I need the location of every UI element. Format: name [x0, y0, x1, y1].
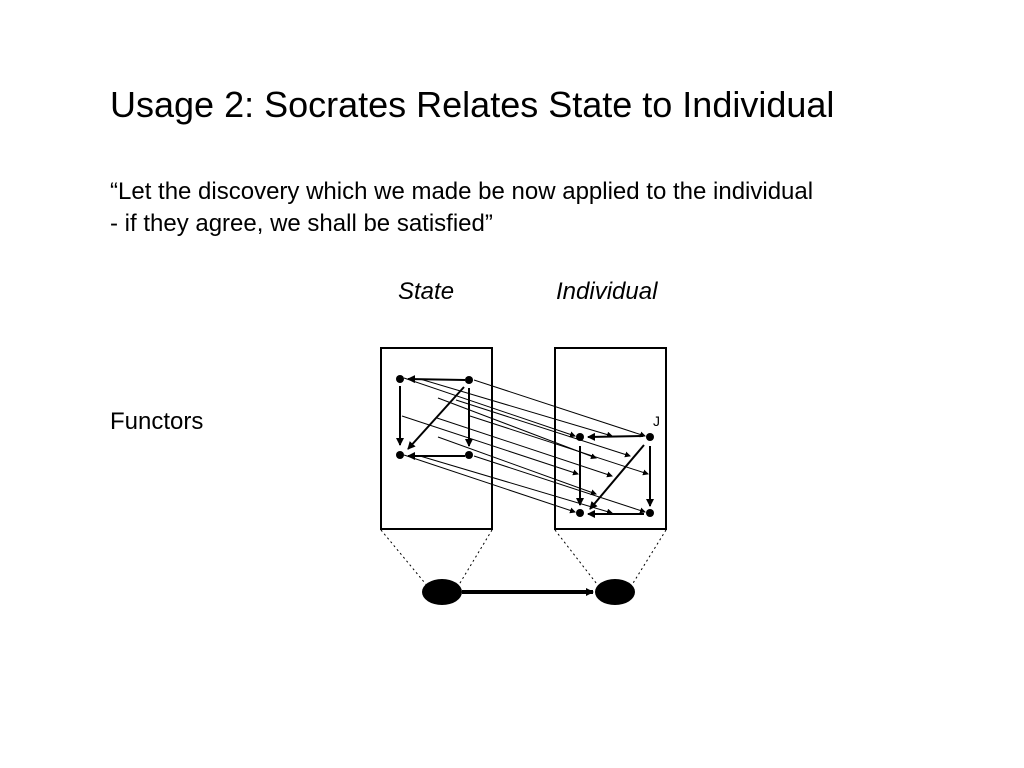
label-individual: Individual: [556, 278, 658, 305]
projection-lines: [381, 530, 666, 588]
state-object: [422, 579, 462, 605]
label-state: State: [398, 278, 455, 305]
individual-object: [595, 579, 635, 605]
quote-line-1: “Let the discovery which we made be now applied to the individual: [110, 178, 814, 205]
slide-title: Usage 2: Socrates Relates State to Individual: [110, 84, 835, 125]
functor-mapping-arrows: [402, 378, 648, 513]
label-functors: Functors: [110, 408, 204, 435]
state-category-box: [381, 348, 492, 529]
state-category-objects: [396, 375, 473, 459]
quote-line-2: - if they agree, we shall be satisfied”: [110, 210, 493, 237]
mark-j: J: [653, 413, 660, 429]
